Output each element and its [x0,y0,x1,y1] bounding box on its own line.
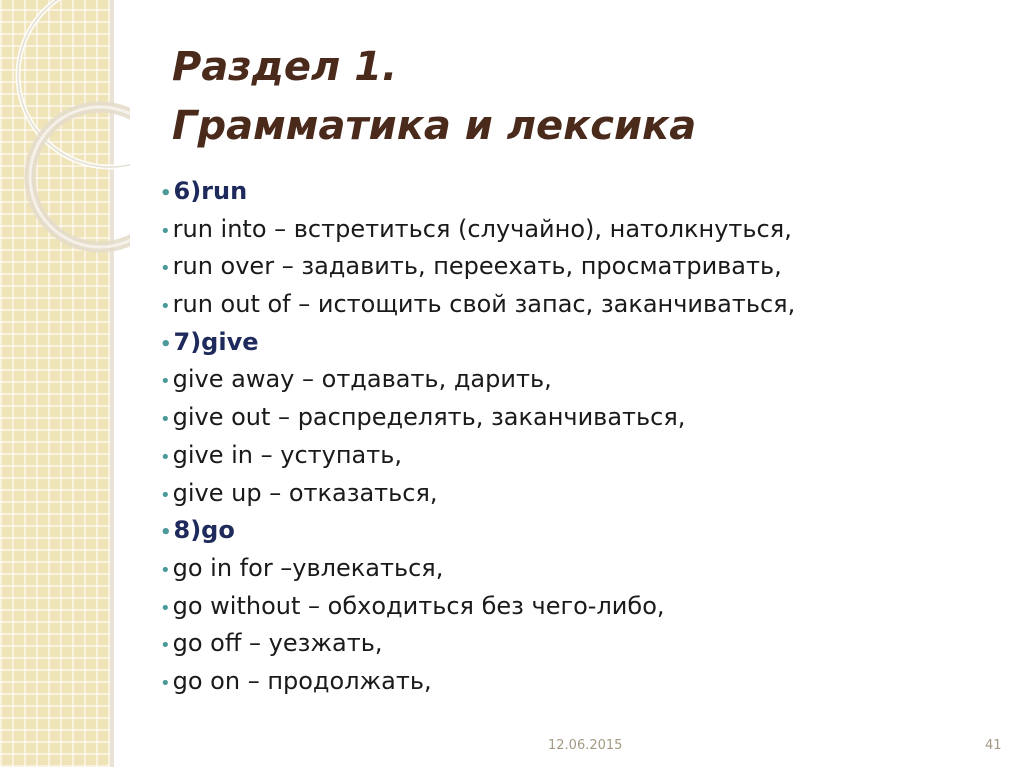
list-item [160,286,795,324]
slide-number: 41 [985,738,1002,753]
list-item [160,248,795,286]
list-item [160,211,795,249]
bullet-icon: • [160,371,171,393]
slide-title-line-2: Грамматика и лексика [172,103,697,149]
bullet-icon: • [160,597,171,619]
section-heading [160,324,795,362]
list-item-text: give up – отказаться, [172,478,438,507]
list-item [160,550,795,588]
decorative-rings [0,0,130,260]
bullet-icon: • [160,446,171,468]
list-item-text: run into – встретиться (случайно), натолкнуться, [172,214,792,243]
list-item-text: 7)give [173,327,259,356]
list-item [160,588,795,626]
list-item [160,361,795,399]
bullet-icon: • [160,409,171,431]
bullet-icon: • [160,672,171,694]
list-item-text: go without – обходиться без чего-либо, [172,591,665,620]
list-item-text: go off – уезжать, [172,629,383,658]
list-item-text: give away – отдавать, дарить, [172,365,552,394]
phrasal-verb-list [160,173,795,701]
list-item [160,625,795,663]
bullet-icon: • [160,183,172,204]
bullet-icon: • [160,258,171,280]
section-heading [160,512,795,550]
bullet-icon: • [160,522,172,544]
bullet-icon: • [160,559,171,581]
list-item-text: give out – распределять, заканчиваться, [172,403,686,432]
list-item [160,399,795,437]
list-item-text: go on – продолжать, [172,666,432,695]
slide-date: 12.06.2015 [548,738,623,753]
list-item-text: run over – задавить, переехать, просматривать, [172,252,782,281]
slide-title [172,38,696,156]
list-item-text: 8)go [173,516,235,545]
list-item-text: give in – уступать, [172,440,402,469]
bullet-icon: • [160,635,171,657]
list-item [160,437,795,475]
list-item [160,663,795,701]
list-item [160,475,795,513]
bullet-icon: • [160,484,171,506]
list-item-text: run out of – истощить свой запас, заканчиваться, [172,290,796,319]
section-heading [160,173,795,211]
list-item-text: 6)run [173,177,248,205]
bullet-icon: • [160,220,171,242]
bullet-icon: • [160,296,171,318]
slide-title-line-1: Раздел 1. [172,44,398,90]
bullet-icon: • [160,333,172,355]
list-item-text: go in for –увлекаться, [172,553,444,582]
